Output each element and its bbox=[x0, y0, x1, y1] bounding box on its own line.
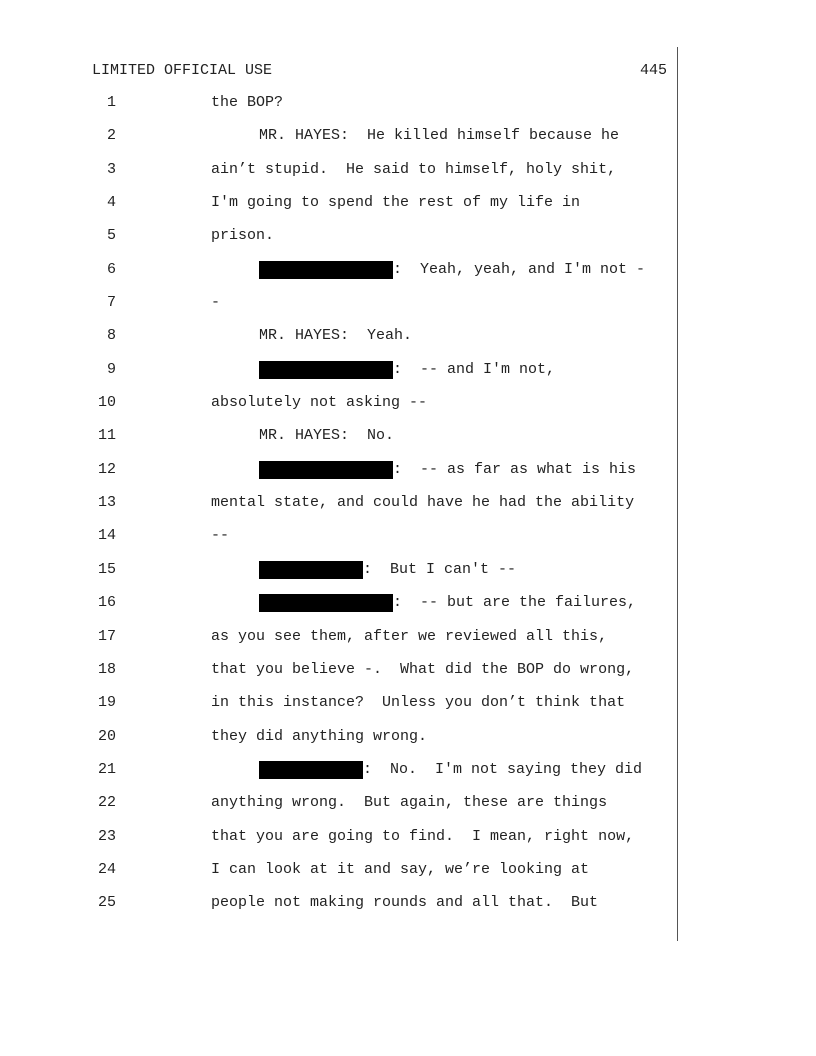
line-number: 17 bbox=[97, 627, 116, 645]
line-number: 6 bbox=[106, 260, 116, 278]
transcript-line bbox=[0, 227, 816, 260]
line-number: 22 bbox=[97, 794, 116, 812]
line-number: 18 bbox=[97, 660, 116, 678]
line-text: that you believe -. What did the BOP do wrong, bbox=[211, 660, 635, 678]
line-text: - bbox=[211, 294, 221, 312]
redaction-block bbox=[259, 261, 393, 279]
transcript-line bbox=[0, 594, 816, 627]
line-text: people not making rounds and all that. But bbox=[211, 894, 599, 912]
line-text: ain’t stupid. He said to himself, holy shit, bbox=[211, 160, 617, 178]
transcript-line bbox=[0, 794, 816, 827]
line-number: 19 bbox=[97, 694, 116, 712]
transcript-line bbox=[0, 761, 816, 794]
line-number: 23 bbox=[97, 827, 116, 845]
transcript-line bbox=[0, 261, 816, 294]
transcript-line bbox=[0, 461, 816, 494]
redaction-block bbox=[259, 361, 393, 379]
transcript-line bbox=[0, 494, 816, 527]
transcript-line bbox=[0, 361, 816, 394]
line-number: 11 bbox=[97, 427, 116, 445]
line-number: 10 bbox=[97, 394, 116, 412]
transcript-line bbox=[0, 694, 816, 727]
line-text-content: : Yeah, yeah, and I'm not - bbox=[393, 260, 646, 278]
line-text bbox=[259, 361, 671, 379]
transcript-line bbox=[0, 194, 816, 227]
line-number: 20 bbox=[97, 727, 116, 745]
line-text-content: : But I can't -- bbox=[363, 560, 517, 578]
redaction-block bbox=[259, 761, 363, 779]
classification-header: LIMITED OFFICIAL USE bbox=[92, 62, 273, 79]
line-text-content: : No. I'm not saying they did bbox=[363, 760, 643, 778]
line-number: 5 bbox=[106, 227, 116, 245]
line-number: 2 bbox=[106, 127, 116, 145]
line-text bbox=[259, 461, 671, 479]
transcript-line bbox=[0, 127, 816, 160]
line-text: that you are going to find. I mean, right now, bbox=[211, 827, 635, 845]
line-text: anything wrong. But again, these are things bbox=[211, 794, 608, 812]
page-number: 445 bbox=[639, 62, 667, 79]
line-number: 13 bbox=[97, 494, 116, 512]
line-number: 8 bbox=[106, 327, 116, 345]
transcript-line bbox=[0, 828, 816, 861]
transcript-line bbox=[0, 161, 816, 194]
transcript-line bbox=[0, 628, 816, 661]
redaction-block bbox=[259, 561, 363, 579]
line-number: 16 bbox=[97, 594, 116, 612]
transcript-line bbox=[0, 94, 816, 127]
line-text-content: : -- but are the failures, bbox=[393, 594, 637, 612]
line-text: I can look at it and say, we’re looking at bbox=[211, 860, 590, 878]
line-number: 3 bbox=[106, 160, 116, 178]
line-text-content: : -- as far as what is his bbox=[393, 460, 637, 478]
line-text: as you see them, after we reviewed all this, bbox=[211, 627, 608, 645]
line-text bbox=[259, 561, 671, 579]
transcript-line bbox=[0, 661, 816, 694]
line-number: 24 bbox=[97, 860, 116, 878]
transcript-line bbox=[0, 728, 816, 761]
transcript-line bbox=[0, 394, 816, 427]
line-number: 12 bbox=[97, 460, 116, 478]
line-text: the BOP? bbox=[211, 94, 284, 111]
line-number: 4 bbox=[106, 194, 116, 212]
line-text: -- bbox=[211, 527, 230, 545]
line-text: in this instance? Unless you don’t think that bbox=[211, 694, 626, 712]
line-text bbox=[259, 261, 671, 279]
line-text-content: : -- and I'm not, bbox=[393, 360, 556, 378]
line-text: I'm going to spend the rest of my life in bbox=[211, 194, 581, 212]
line-text bbox=[259, 594, 671, 612]
redaction-block bbox=[259, 594, 393, 612]
line-number: 25 bbox=[97, 894, 116, 912]
line-number: 15 bbox=[97, 560, 116, 578]
line-text: absolutely not asking -- bbox=[211, 394, 428, 412]
line-number: 21 bbox=[97, 760, 116, 778]
transcript-lines bbox=[0, 94, 816, 928]
transcript-line bbox=[0, 894, 816, 927]
line-text bbox=[259, 761, 671, 779]
line-text: MR. HAYES: No. bbox=[259, 427, 395, 445]
line-text: mental state, and could have he had the ability bbox=[211, 494, 635, 512]
line-text: they did anything wrong. bbox=[211, 727, 428, 745]
line-number: 14 bbox=[97, 527, 116, 545]
transcript-line bbox=[0, 427, 816, 460]
line-number: 9 bbox=[106, 360, 116, 378]
line-number: 1 bbox=[106, 94, 116, 111]
line-text: MR. HAYES: Yeah. bbox=[259, 327, 413, 345]
redaction-block bbox=[259, 461, 393, 479]
line-text: prison. bbox=[211, 227, 275, 245]
line-text: MR. HAYES: He killed himself because he bbox=[259, 127, 620, 145]
transcript-line bbox=[0, 861, 816, 894]
line-number: 7 bbox=[106, 294, 116, 312]
transcript-line bbox=[0, 527, 816, 560]
transcript-line bbox=[0, 561, 816, 594]
transcript-line bbox=[0, 327, 816, 360]
transcript-line bbox=[0, 294, 816, 327]
